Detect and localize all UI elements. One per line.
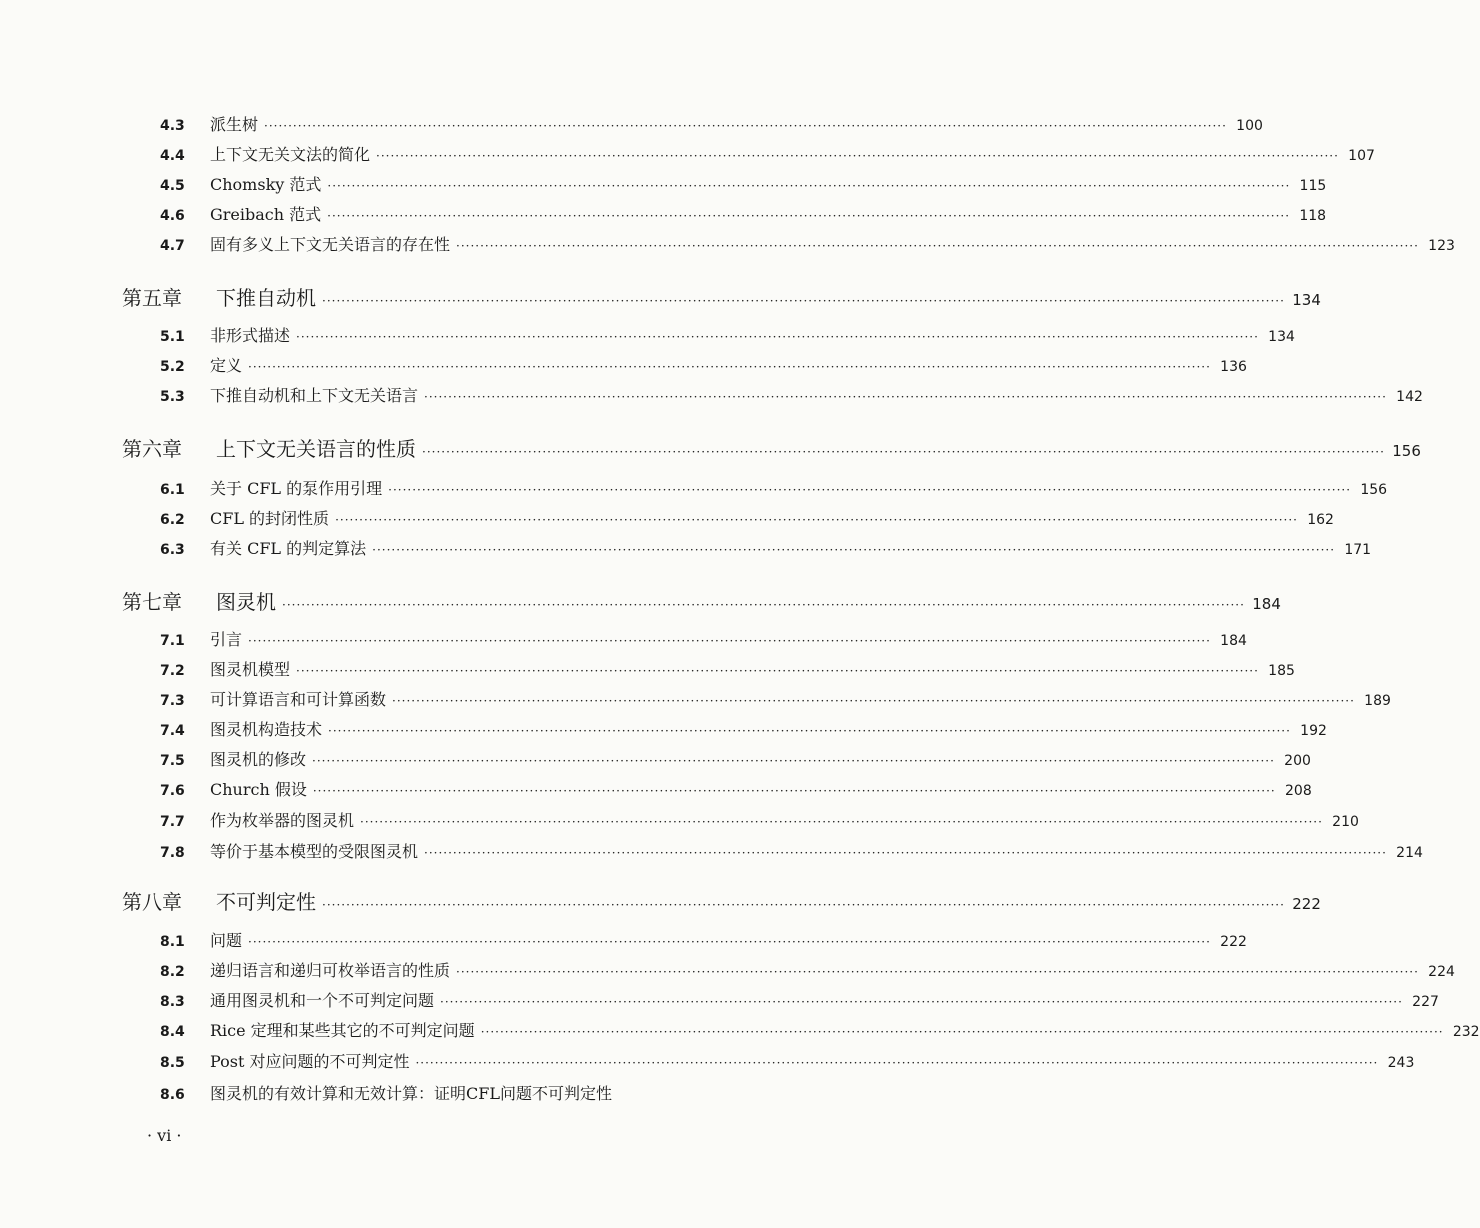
- entry-number: 6.3: [160, 542, 185, 558]
- entry-page-number: 136: [1220, 359, 1247, 375]
- entry-title: Rice 定理和某些其它的不可判定问题: [210, 1021, 475, 1040]
- entry-page-number: 222: [1220, 934, 1247, 950]
- entry-number: 7.8: [160, 845, 185, 861]
- toc-section-entry[interactable]: [160, 839, 1423, 863]
- toc-section-entry[interactable]: [160, 958, 1455, 982]
- entry-number: 5.2: [160, 359, 185, 375]
- dot-leader: ········································································································································································································: [327, 209, 1291, 223]
- toc-chapter-entry[interactable]: [122, 586, 1281, 614]
- entry-title: 上下文无关文法的简化: [210, 145, 371, 164]
- dot-leader: ········································································································································································································: [328, 724, 1291, 738]
- entry-number: 8.5: [160, 1055, 185, 1071]
- entry-number: 7.6: [160, 783, 185, 799]
- toc-section-entry[interactable]: [160, 506, 1334, 530]
- entry-page-number: 184: [1220, 633, 1247, 649]
- dot-leader: ········································································································································································································: [415, 1056, 1379, 1070]
- toc-section-entry[interactable]: [160, 1018, 1480, 1042]
- toc-chapter-entry[interactable]: [122, 282, 1321, 310]
- entry-title: 递归语言和递归可枚举语言的性质: [210, 961, 451, 980]
- toc-section-entry[interactable]: [160, 777, 1312, 801]
- entry-title: 图灵机模型: [210, 660, 291, 679]
- entry-page-number: 224: [1428, 964, 1455, 980]
- entry-page-number: 185: [1268, 663, 1295, 679]
- toc-section-entry[interactable]: [160, 988, 1439, 1012]
- entry-page-number: 171: [1344, 542, 1372, 558]
- dot-leader: ········································································································································································································: [422, 445, 1385, 459]
- dot-leader: ········································································································································································································: [296, 664, 1259, 678]
- entry-title: 关于 CFL 的泵作用引理: [210, 479, 383, 498]
- dot-leader: ········································································································································································································: [372, 543, 1336, 557]
- dot-leader: ········································································································································································································: [327, 179, 1291, 193]
- entry-page-number: 134: [1292, 291, 1321, 309]
- entry-title: 图灵机: [216, 590, 276, 614]
- entry-title: 作为枚举器的图灵机: [210, 811, 355, 830]
- entry-number: 8.3: [160, 994, 185, 1010]
- toc-section-entry[interactable]: [160, 747, 1311, 771]
- dot-leader: ········································································································································································································: [456, 239, 1419, 253]
- dot-leader: ········································································································································································································: [424, 390, 1387, 404]
- dot-leader: ········································································································································································································: [392, 694, 1355, 708]
- dot-leader: ········································································································································································································: [322, 898, 1285, 912]
- entry-number: 第六章: [122, 437, 182, 461]
- entry-title: 图灵机构造技术: [210, 720, 323, 739]
- entry-title: 下推自动机: [216, 286, 316, 310]
- entry-number: 4.3: [160, 118, 185, 134]
- entry-number: 7.4: [160, 723, 185, 739]
- dot-leader: ········································································································································································································: [248, 634, 1211, 648]
- entry-page-number: 134: [1268, 329, 1295, 345]
- entry-page-number: 210: [1332, 814, 1359, 830]
- entry-number: 第五章: [122, 286, 182, 310]
- entry-title: 有关 CFL 的判定算法: [210, 539, 367, 558]
- entry-title: Chomsky 范式: [210, 175, 322, 194]
- toc-section-entry[interactable]: [160, 627, 1247, 651]
- dot-leader: ········································································································································································································: [312, 754, 1275, 768]
- dot-leader: ········································································································································································································: [248, 935, 1211, 949]
- entry-number: 5.3: [160, 389, 185, 405]
- entry-number: 7.1: [160, 633, 185, 649]
- dot-leader: ········································································································································································································: [312, 784, 1276, 798]
- entry-page-number: 227: [1412, 994, 1439, 1010]
- toc-section-entry[interactable]: [160, 353, 1247, 377]
- dot-leader: ········································································································································································································: [480, 1025, 1444, 1039]
- entry-number: 6.2: [160, 512, 185, 528]
- entry-number: 5.1: [160, 329, 185, 345]
- dot-leader: ········································································································································································································: [264, 119, 1227, 133]
- entry-title: 图灵机的修改: [210, 750, 307, 769]
- entry-page-number: 189: [1364, 693, 1391, 709]
- entry-page-number: 222: [1292, 895, 1321, 913]
- entry-page-number: 192: [1300, 723, 1327, 739]
- entry-title: Church 假设: [210, 780, 307, 799]
- dot-leader: ········································································································································································································: [360, 815, 1323, 829]
- entry-title: Post 对应问题的不可判定性: [210, 1052, 410, 1071]
- toc-section-entry[interactable]: [160, 1049, 1415, 1073]
- entry-number: 4.4: [160, 148, 185, 164]
- toc-section-entry[interactable]: [160, 172, 1327, 196]
- entry-number: 4.7: [160, 238, 185, 254]
- entry-page-number: 200: [1284, 753, 1311, 769]
- entry-title: 下推自动机和上下文无关语言: [210, 386, 419, 405]
- entry-title: 可计算语言和可计算函数: [210, 690, 387, 709]
- dot-leader: ········································································································································································································: [335, 513, 1298, 527]
- toc-section-entry[interactable]: [160, 657, 1295, 681]
- toc-chapter-entry[interactable]: [122, 433, 1421, 461]
- dot-leader: ········································································································································································································: [282, 598, 1245, 612]
- entry-page-number: 162: [1307, 512, 1334, 528]
- entry-title: CFL 的封闭性质: [210, 509, 330, 528]
- entry-number: 7.2: [160, 663, 185, 679]
- entry-number: 第七章: [122, 590, 182, 614]
- entry-title: 图灵机的有效计算和无效计算：证明CFL问题不可判定性: [210, 1084, 612, 1103]
- entry-number: 4.6: [160, 208, 185, 224]
- dot-leader: ········································································································································································································: [388, 483, 1352, 497]
- toc-section-entry[interactable]: [160, 808, 1359, 832]
- toc-section-entry[interactable]: [160, 142, 1375, 166]
- entry-page-number: 123: [1428, 238, 1455, 254]
- toc-section-entry[interactable]: [160, 112, 1263, 136]
- toc-section-entry[interactable]: [160, 536, 1372, 560]
- entry-title: Greibach 范式: [210, 205, 322, 224]
- entry-page-number: 208: [1285, 783, 1312, 799]
- entry-title: 引言: [210, 630, 243, 649]
- toc-section-entry[interactable]: [160, 928, 1247, 952]
- toc-section-entry[interactable]: [160, 232, 1455, 256]
- entry-title: 等价于基本模型的受限图灵机: [210, 842, 419, 861]
- entry-title: 固有多义上下文无关语言的存在性: [210, 235, 451, 254]
- toc-section-entry[interactable]: [160, 202, 1327, 226]
- toc-section-entry[interactable]: [160, 1081, 753, 1105]
- entry-title: 上下文无关语言的性质: [216, 437, 416, 461]
- entry-title: 定义: [210, 356, 243, 375]
- dot-leader: ········································································································································································································: [248, 360, 1211, 374]
- entry-title: 不可判定性: [216, 890, 316, 914]
- toc-chapter-entry[interactable]: [122, 886, 1321, 914]
- dot-leader: ········································································································································································································: [322, 294, 1285, 308]
- dot-leader: ········································································································································································································: [296, 330, 1259, 344]
- entry-page-number: 156: [1392, 442, 1421, 460]
- entry-page-number: 100: [1236, 118, 1263, 134]
- entry-number: 8.2: [160, 964, 185, 980]
- entry-number: 8.4: [160, 1024, 185, 1040]
- entry-title: 问题: [210, 931, 243, 950]
- entry-page-number: 243: [1387, 1055, 1415, 1071]
- entry-number: 4.5: [160, 178, 185, 194]
- toc-section-entry[interactable]: [160, 687, 1391, 711]
- entry-page-number: 232: [1452, 1024, 1480, 1040]
- entry-number: 7.3: [160, 693, 185, 709]
- entry-page-number: 142: [1396, 389, 1423, 405]
- toc-section-entry[interactable]: [160, 323, 1295, 347]
- dot-leader: ········································································································································································································: [376, 149, 1339, 163]
- entry-number: 第八章: [122, 890, 182, 914]
- dot-leader: ········································································································································································································: [456, 965, 1419, 979]
- toc-section-entry[interactable]: [160, 476, 1388, 500]
- entry-page-number: 184: [1252, 595, 1281, 613]
- entry-number: 7.5: [160, 753, 185, 769]
- entry-page-number: 107: [1348, 148, 1375, 164]
- entry-number: 8.6: [160, 1087, 185, 1103]
- dot-leader: ········································································································································································································: [424, 846, 1387, 860]
- entry-title: 派生树: [210, 115, 259, 134]
- entry-number: 8.1: [160, 934, 185, 950]
- page-number-footer: · vi ·: [147, 1126, 182, 1145]
- entry-title: 非形式描述: [210, 326, 291, 345]
- toc-section-entry[interactable]: [160, 383, 1423, 407]
- entry-title: 通用图灵机和一个不可判定问题: [210, 991, 435, 1010]
- dot-leader: ········································································································································································································: [440, 995, 1403, 1009]
- entry-number: 6.1: [160, 482, 185, 498]
- entry-page-number: 214: [1396, 845, 1423, 861]
- entry-page-number: 118: [1299, 208, 1327, 224]
- entry-number: 7.7: [160, 814, 185, 830]
- toc-section-entry[interactable]: [160, 717, 1327, 741]
- entry-page-number: 115: [1299, 178, 1327, 194]
- entry-page-number: 156: [1360, 482, 1388, 498]
